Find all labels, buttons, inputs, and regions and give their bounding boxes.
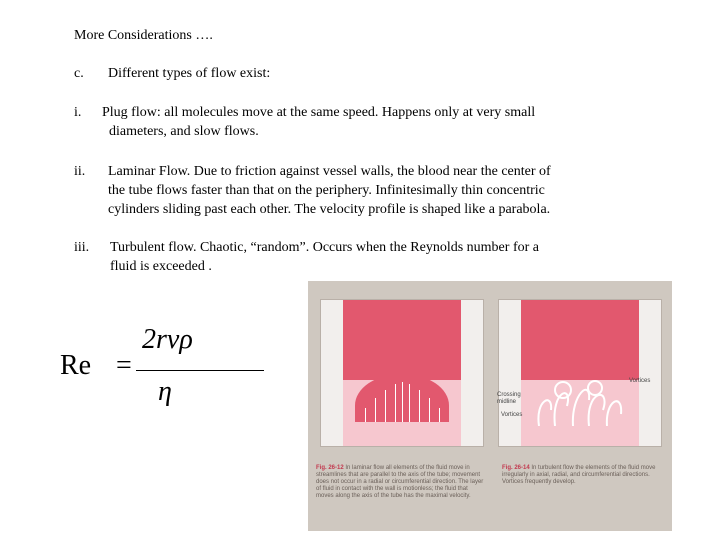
laminar-fig-label: Fig. 26-12 bbox=[316, 465, 344, 471]
item-ii-marker: ii. bbox=[74, 164, 86, 179]
tube-upper-section bbox=[521, 300, 639, 380]
item-iii-line-1: Turbulent flow. Chaotic, “random”. Occurs when the Reynolds number for a bbox=[110, 240, 539, 255]
item-ii-line-3: cylinders sliding past each other. The velocity profile is shaped like a parabola. bbox=[108, 202, 551, 217]
item-c-marker: c. bbox=[74, 66, 84, 81]
velocity-line bbox=[385, 390, 386, 422]
turbulent-caption-text: In turbulent flow the elements of the fluid move irregularly in axial, radial, and circumferential directions. Vortices frequently develop. bbox=[502, 465, 656, 485]
item-ii-line-1: Laminar Flow. Due to friction against vessel walls, the blood near the center of bbox=[108, 164, 551, 179]
velocity-line bbox=[429, 398, 430, 422]
velocity-line bbox=[439, 408, 440, 422]
turbulent-flow-diagram bbox=[498, 299, 662, 447]
item-i-line-1: Plug flow: all molecules move at the same speed. Happens only at very small bbox=[102, 105, 536, 120]
item-iii-line-2: fluid is exceeded . bbox=[110, 259, 212, 274]
tube-upper-section bbox=[343, 300, 461, 380]
laminar-caption bbox=[316, 465, 484, 500]
reynolds-formula bbox=[60, 318, 270, 428]
velocity-line bbox=[402, 382, 403, 422]
velocity-line bbox=[409, 384, 410, 422]
vortices-label-secondary: Vortices bbox=[501, 412, 523, 418]
item-iii bbox=[74, 238, 694, 278]
item-i-line-2: diameters, and slow flows. bbox=[109, 124, 259, 139]
flow-figure bbox=[308, 281, 672, 531]
formula-denominator: η bbox=[158, 376, 172, 407]
formula-equals: = bbox=[116, 350, 132, 381]
crossing-midline-label: Crossing midline bbox=[497, 392, 521, 405]
vortices-label: Vortices bbox=[629, 378, 651, 384]
laminar-caption-text: In laminar flow all elements of the fluid move in streamlines that are parallel to the axis of the tube; movement does not occur in a radial or circumferential direction. The layer of fluid in contact with the wall is motionless; the fluid that moves along the axis of the tube has the maximal velocity. bbox=[316, 465, 484, 499]
item-iii-marker: iii. bbox=[74, 240, 90, 255]
formula-numerator: 2rvρ bbox=[142, 324, 193, 355]
item-c-text: Different types of flow exist: bbox=[108, 66, 271, 81]
vortices-icon bbox=[533, 370, 627, 426]
velocity-line bbox=[375, 398, 376, 422]
item-i-marker: i. bbox=[74, 105, 82, 120]
item-c bbox=[74, 64, 674, 84]
item-i bbox=[74, 103, 674, 143]
turbulent-caption bbox=[502, 465, 664, 486]
slide-title: More Considerations …. bbox=[74, 28, 213, 43]
item-ii bbox=[74, 162, 694, 222]
laminar-flow-diagram bbox=[320, 299, 484, 447]
velocity-line bbox=[419, 390, 420, 422]
item-ii-line-2: the tube flows faster than that on the periphery. Infinitesimally thin concentric bbox=[108, 183, 545, 198]
turbulent-fig-label: Fig. 26-14 bbox=[502, 465, 530, 471]
velocity-line bbox=[395, 384, 396, 422]
fraction-bar bbox=[136, 370, 264, 371]
velocity-line bbox=[365, 408, 366, 422]
formula-lhs: Re bbox=[60, 350, 92, 381]
